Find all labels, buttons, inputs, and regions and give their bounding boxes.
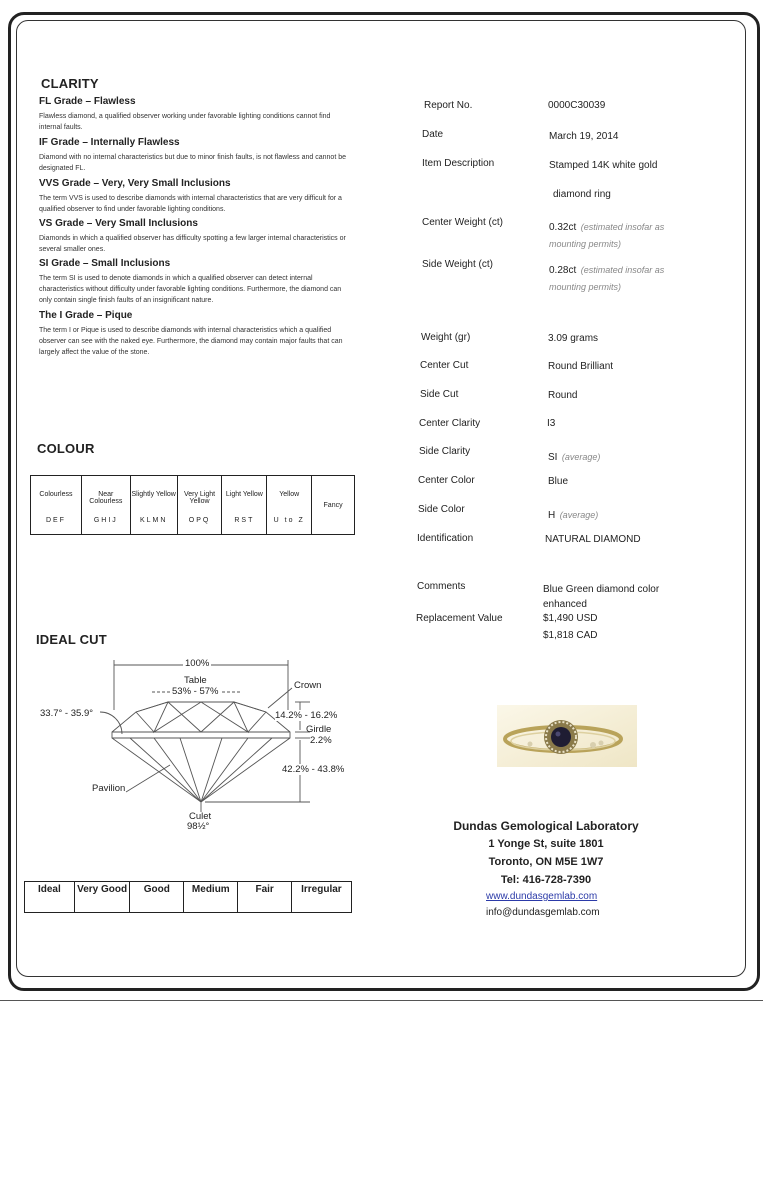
crown-label: Crown: [294, 680, 322, 691]
field-label-center-weight: Center Weight (ct): [422, 217, 503, 228]
field-value-side-color: H (average): [548, 510, 599, 521]
field-value-report-no: 0000C30039: [548, 100, 606, 111]
crown-height-label: 14.2% - 16.2%: [275, 710, 338, 721]
page-divider: [0, 1000, 763, 1001]
pavilion-label: Pavilion: [92, 783, 126, 794]
grade-si-title: SI Grade – Small Inclusions: [39, 258, 171, 269]
field-value-item-description-2: diamond ring: [553, 189, 611, 200]
grade-fl-text: Flawless diamond, a qualified observer working under favorable lighting conditions cannot find internal faults.: [39, 113, 331, 131]
grade-if-text: Diamond with no internal characteristics but due to minor finish faults, is not flawless and cannot be designated FL.: [39, 154, 346, 172]
field-label-center-color: Center Color: [418, 475, 475, 486]
colour-heading: COLOUR: [37, 441, 95, 456]
field-label-item-description: Item Description: [422, 158, 495, 169]
girdle-label: Girdle: [306, 724, 332, 735]
field-value-center-weight: 0.32ct (estimated insofar as mounting permits): [549, 222, 665, 249]
girdle-value-label: 2.2%: [310, 735, 332, 746]
grade-vvs-title: VVS Grade – Very, Very Small Inclusions: [39, 178, 231, 189]
cut-grade-cell: Very Good: [74, 882, 130, 913]
field-value-weight: 3.09 grams: [548, 333, 599, 344]
colour-cell: Colourless DEF: [31, 476, 82, 535]
grade-si-text: The term SI is used to denote diamonds in which a qualified observer can detect internal characteristics without difficulty under favorable lighting conditions. Furthermore, the diamond can only contain single finish faults of an insignificant nature.: [39, 275, 342, 304]
colour-scale-table: [30, 475, 355, 535]
colour-cell: Near Colourless GHIJ: [81, 476, 130, 535]
cut-grade-cell: Fair: [238, 882, 291, 913]
field-label-side-cut: Side Cut: [420, 389, 459, 400]
pavilion-pointer: [126, 765, 170, 792]
field-value-identification: NATURAL DIAMOND: [545, 534, 641, 545]
pavilion-facet-2: [201, 738, 248, 802]
field-value-center-cut: Round Brilliant: [548, 361, 614, 372]
field-value-center-clarity: I3: [547, 418, 556, 429]
culet-label: Culet: [189, 811, 212, 822]
field-label-side-clarity: Side Clarity: [419, 446, 471, 457]
field-label-center-clarity: Center Clarity: [419, 418, 481, 429]
field-label-side-color: Side Color: [418, 504, 465, 515]
ideal-cut-heading: IDEAL CUT: [36, 632, 107, 647]
total-depth-label: 100%: [185, 658, 210, 669]
colour-cell: Yellow U to Z: [267, 476, 312, 535]
crown-angle-arc: [100, 712, 122, 734]
colour-cell: Light Yellow RST: [222, 476, 267, 535]
field-value-side-weight: 0.28ct (estimated insofar as mounting permits): [549, 265, 665, 292]
field-label-weight: Weight (gr): [421, 332, 471, 343]
table-range-label: 53% - 57%: [172, 686, 219, 697]
ring-band-stone-1: [590, 742, 596, 748]
ring-photo: [497, 705, 637, 767]
field-label-identification: Identification: [417, 533, 474, 544]
colour-cell: Very Light Yellow OPQ: [177, 476, 222, 535]
cut-grade-cell: Good: [130, 882, 184, 913]
grade-i-title: The I Grade – Pique: [39, 310, 133, 321]
field-label-date: Date: [422, 129, 444, 140]
lab-address-1: 1 Yonge St, suite 1801: [488, 838, 604, 850]
ring-band-stone-2: [599, 741, 604, 746]
field-value-replacement-cad: $1,818 CAD: [543, 630, 598, 641]
crown-star-2: [201, 702, 234, 732]
grade-vs-title: VS Grade – Very Small Inclusions: [39, 218, 198, 229]
field-value-replacement-usd: $1,490 USD: [543, 613, 598, 624]
field-value-item-description: Stamped 14K white gold: [549, 160, 658, 171]
cut-grade-cell: Irregular: [291, 882, 351, 913]
field-label-side-weight: Side Weight (ct): [422, 259, 493, 270]
lab-email: info@dundasgemlab.com: [486, 907, 600, 918]
field-value-comments: Blue Green diamond color enhanced: [543, 584, 660, 610]
ring-center-stone: [551, 727, 571, 747]
field-value-side-clarity: SI (average): [548, 452, 601, 463]
lab-name: Dundas Gemological Laboratory: [453, 819, 639, 833]
crown-angle-label: 33.7° - 35.9°: [40, 708, 94, 719]
grade-vs-text: Diamonds in which a qualified observer has difficulty spotting a few larger internal characteristics or several smaller ones.: [39, 235, 346, 253]
grade-vvs-text: The term VVS is used to describe diamonds with internal characteristics that are very difficult for a qualified observer to find under favorable lighting conditions.: [39, 195, 342, 213]
field-label-replacement-value: Replacement Value: [416, 613, 503, 624]
grade-if-title: IF Grade – Internally Flawless: [39, 137, 180, 148]
grade-i-text: The term I or Pique is used to describe diamonds with internal characteristics which a qualified observer can see with the naked eye. Furthermore, the diamond may contain major faults that can largely affect the value of the stone.: [39, 327, 343, 356]
field-label-report-no: Report No.: [424, 100, 473, 111]
table-label: Table: [184, 675, 207, 686]
clarity-heading: CLARITY: [41, 76, 99, 91]
field-value-side-cut: Round: [548, 390, 578, 401]
cut-grade-table: [24, 881, 352, 913]
ring-center-stone-glint: [556, 732, 561, 737]
field-label-center-cut: Center Cut: [420, 360, 469, 371]
cut-grade-cell: Medium: [184, 882, 238, 913]
colour-cell: Fancy: [312, 476, 355, 535]
lab-telephone: Tel: 416-728-7390: [500, 874, 592, 886]
colour-cell: Slightly Yellow KLMN: [130, 476, 177, 535]
crown-star-1: [168, 702, 201, 732]
grade-fl-title: FL Grade – Flawless: [39, 96, 136, 107]
culet-value-label: 98½°: [187, 821, 210, 832]
diamond-outline: [112, 702, 290, 802]
cut-grade-cell: Ideal: [25, 882, 75, 913]
lab-address-2: Toronto, ON M5E 1W7: [488, 856, 604, 868]
crown-facets: [136, 702, 266, 732]
pavilion-depth-label: 42.2% - 43.8%: [282, 764, 345, 775]
lab-website-link[interactable]: www.dundasgemlab.com: [486, 891, 598, 902]
field-value-date: March 19, 2014: [549, 131, 619, 142]
field-value-center-color: Blue: [548, 476, 569, 487]
ring-band-stone-3: [528, 742, 533, 747]
field-label-comments: Comments: [417, 581, 466, 592]
